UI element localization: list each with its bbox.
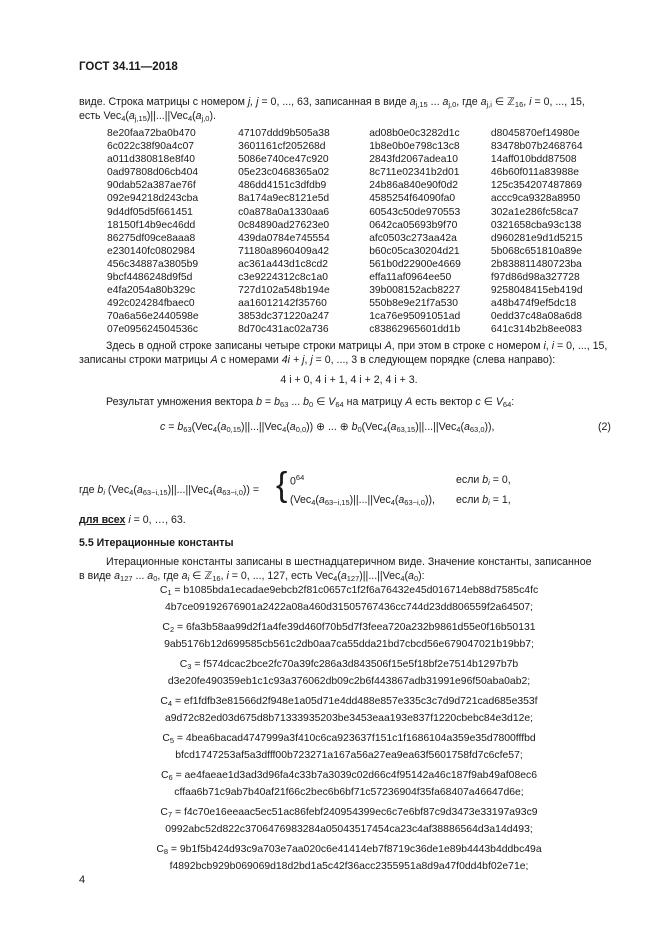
matrix-cell: 8e20faa72ba0b470 bbox=[107, 128, 196, 139]
case-1-condition: если $b_i = 0$, bbox=[456, 474, 511, 487]
matrix-cell: accc9ca9328a8950 bbox=[490, 193, 581, 205]
matrix-cell: 83478b07b2468764 bbox=[490, 141, 583, 153]
matrix-cell: 46b60f011a83988e bbox=[490, 167, 579, 179]
constant-name: C bbox=[160, 807, 168, 818]
matrix-cell: 2843fd2067adea10 bbox=[369, 154, 458, 166]
constant-name: C bbox=[159, 585, 168, 596]
matrix-cell: c83862965601dd1b bbox=[369, 324, 461, 336]
matrix-row bbox=[107, 219, 622, 232]
matrix-row bbox=[107, 271, 622, 284]
constant-name: C bbox=[162, 733, 170, 744]
matrix-row bbox=[107, 179, 622, 192]
constant-entry bbox=[79, 583, 619, 615]
constant-index: 3 bbox=[187, 662, 192, 671]
constant-line-1 bbox=[79, 694, 619, 711]
formula-number: (2) bbox=[598, 421, 611, 433]
matrix-cell: 90dab52a387ae76f bbox=[107, 180, 196, 192]
constant-value-part-2: 4b7ce09192676901a2422a08a460d31505767436cc744d23dd806559f2a64507; bbox=[164, 602, 534, 613]
matrix-cell: 47107ddd9b505a38 bbox=[238, 128, 330, 139]
constant-line-1 bbox=[79, 805, 619, 822]
matrix-cell: 0642ca05693b9f70 bbox=[369, 219, 458, 231]
matrix-row bbox=[107, 323, 622, 336]
constant-value-part-2: 0992abc52d822c3706476983284a05043517454ca23c4af38886564d3a14d493; bbox=[165, 824, 533, 835]
matrix-cell: 439da0784e745554 bbox=[238, 232, 330, 244]
matrix-row bbox=[107, 245, 622, 258]
matrix-row bbox=[107, 153, 622, 166]
constant-index: 6 bbox=[168, 773, 173, 782]
constant-value-part-1: = ef1fdfb3e81566d2f948e1a05d71e4dd488e857e335c3c7d9d721cad685e353f bbox=[172, 696, 538, 707]
matrix-cell: ad08b0e0c3282d1c bbox=[369, 128, 460, 139]
matrix-cell: 8c711e02341b2d01 bbox=[369, 167, 460, 179]
matrix-cell: 71180a8960409a42 bbox=[238, 245, 329, 257]
constant-entry bbox=[79, 805, 619, 837]
matrix-cell: 3853dc371220a247 bbox=[238, 311, 330, 323]
matrix-row bbox=[107, 310, 622, 323]
page-number: 4 bbox=[79, 874, 86, 886]
matrix-row bbox=[107, 192, 622, 205]
constant-value-part-2: bfcd1747253af5a3dfff00b723271a167a56a27ea9ea63f5601758fd7c6cfe57; bbox=[175, 750, 523, 761]
matrix-cell: 18150f14b9ec46dd bbox=[107, 219, 196, 231]
matrix-cell: 60543c50de970553 bbox=[369, 206, 461, 218]
matrix-row bbox=[107, 232, 622, 245]
matrix-cell: 39b008152acb8227 bbox=[369, 285, 461, 297]
matrix-cell: 8a174a9ec8121e5d bbox=[238, 193, 330, 205]
matrix-row bbox=[107, 284, 622, 297]
matrix-cell: 86275df09ce8aaa8 bbox=[107, 232, 196, 244]
matrix-cell: 24b86a840e90f0d2 bbox=[369, 180, 458, 192]
constant-value-part-2: a9d72c82ed03d675d8b71333935203be3453eaa193e837f1220cbebc84e3d12e; bbox=[164, 713, 534, 724]
matrix-row bbox=[107, 166, 622, 179]
matrix-cell: 641c314b2b8ee083 bbox=[490, 324, 582, 336]
matrix-cell: 550b8e9e21f7a530 bbox=[369, 298, 458, 310]
constant-entry bbox=[79, 620, 619, 652]
constant-entry bbox=[79, 768, 619, 800]
constant-index: 4 bbox=[167, 699, 173, 708]
case-2-value: $(Vec_4(a_{63-i,15})||...||Vec_4(a_{63-i,0}))$, bbox=[290, 494, 435, 507]
constant-value-part-2: cffaa6b71c9ab7b40af21f66c2bec6b6bf71c57236904f35fa68407a46647d6e; bbox=[174, 787, 524, 798]
constants-intro: Итерационные константы записаны в шестнадцатеричном виде. Значение константы, записанное bbox=[106, 556, 592, 568]
matrix-cell: 561b0d22900e4669 bbox=[369, 258, 461, 270]
matrix-cell: e4fa2054a80b329c bbox=[107, 285, 196, 297]
matrix-cell: 8d70c431ac02a736 bbox=[238, 324, 329, 336]
matrix-cell: 0ad97808d06cb404 bbox=[107, 167, 199, 179]
matrix-row bbox=[107, 297, 622, 310]
constant-value-part-1: = 6fa3b58aa99d2f1a4fe39d460f70b5d7f3feea720a232b9861d55e0f16b50131 bbox=[174, 622, 536, 633]
page-header: ГОСТ 34.11—2018 bbox=[79, 61, 178, 73]
constant-index: 1 bbox=[167, 588, 172, 597]
where-lhs: где $b_i$ $(Vec_4(a_{63-i,15})||...||Vec_4(a_{63-i,0}))$ = bbox=[79, 484, 260, 497]
matrix-cell: c3e9224312c8c1a0 bbox=[238, 272, 328, 284]
matrix-cell: a48b474f9ef5dc18 bbox=[490, 298, 577, 310]
matrix-cell: 727d102a548b194e bbox=[238, 285, 330, 297]
matrix-cell: 6c022c38f90a4c07 bbox=[107, 141, 195, 153]
matrix-row bbox=[107, 140, 622, 153]
matrix-cell: 0edd37c48a08a6d8 bbox=[490, 311, 582, 323]
constant-entry bbox=[79, 731, 619, 763]
matrix-cell: c0a878a0a1330aa6 bbox=[238, 206, 330, 218]
intro-line-1: виде. Строка матрицы с номером j, j = 0, ..., 63, записанная в виде $a_{j,15}$ ... $a_{j,0}$, где $a_{j,i}$ ∈ ℤ$_{16}$, i = 0, ..., 15, bbox=[79, 96, 585, 109]
constant-name: C bbox=[156, 844, 164, 855]
matrix-cell: 5b068c651810a89e bbox=[490, 245, 582, 257]
matrix-cell: 0c84890ad27623e0 bbox=[238, 219, 330, 231]
matrix-cell: 456c34887a3805b9 bbox=[107, 258, 199, 270]
matrix-cell: 4585254f64090fa0 bbox=[369, 193, 456, 205]
product-paragraph: Результат умножения вектора $b = b_{63}$ ... $b_0$ ∈ $V_{64}$ на матрицу A есть вектор c ∈ $V_{64}$: bbox=[106, 396, 515, 409]
section-title: 5.5 Итерационные константы bbox=[79, 537, 234, 549]
constant-entry bbox=[79, 694, 619, 726]
matrix-cell: 092e94218d243cba bbox=[107, 193, 199, 205]
constant-line-1 bbox=[79, 620, 619, 637]
constant-name: C bbox=[179, 659, 188, 670]
forall-line: для всех i = 0, …, 63. bbox=[79, 514, 186, 526]
case-1-value: $0^{64}$ bbox=[290, 473, 305, 488]
case-2-condition: если $b_i = 1$, bbox=[456, 494, 511, 507]
matrix-cell: 9bcf4486248d9f5d bbox=[107, 272, 193, 284]
intro-line-2: есть $Vec_4(a_{j,15})||...||Vec_4(a_{j,0})$. bbox=[79, 109, 216, 123]
constant-value-part-1: = b1085bda1ecadae9ebcb2f81c0657c1f2f6a76432e45d016714eb88d7585c4fc bbox=[171, 585, 539, 596]
matrix-cell: 0321658cba93c138 bbox=[490, 219, 582, 231]
matrix-cell: 07e095624504536c bbox=[107, 324, 199, 336]
constant-name: C bbox=[161, 770, 169, 781]
constant-name: C bbox=[162, 622, 170, 633]
matrix-row bbox=[107, 206, 622, 219]
constant-index: 2 bbox=[169, 625, 175, 634]
matrix-cell: 9d4df05d5f661451 bbox=[107, 206, 193, 218]
formula-2: $c = b_{63}(Vec_4(a_{0,15})||...||Vec_4(a_{0,0}))$ ⊕ ... ⊕ $b_0(Vec_4(a_{63,15})||...||Vec_4(a_{63,0}))$, bbox=[160, 421, 495, 434]
constant-value-part-2: d3e20fe490359eb1c1c93a376062db09c2b6f443867adb31991e96f50aba0ab2; bbox=[167, 676, 531, 687]
matrix-cell: 14aff010bdd87508 bbox=[490, 154, 577, 166]
constant-value-part-1: = 9b1f5b424d93c9a703e7aa020c6e41414eb7f8719c36de1e89b4443b4ddbc49a bbox=[168, 844, 542, 855]
intro-paragraph bbox=[79, 96, 619, 124]
constants-list bbox=[79, 583, 619, 879]
matrix-cell: 486dd4151c3dfdb9 bbox=[238, 180, 327, 192]
matrix-cell: f97d86d98a327728 bbox=[490, 272, 580, 284]
matrix-row bbox=[107, 127, 622, 140]
matrix-cell: d960281e9d1d5215 bbox=[490, 232, 583, 244]
constant-entry bbox=[79, 842, 619, 874]
constant-value-part-1: = f4c70e16eeaac5ec51ac86febf240954399ec6c7e6bf87c9d3473e33197a93c9 bbox=[172, 807, 538, 818]
constant-value-part-1: = ae4faeae1d3ad3d96fa4c33b7a3039c02d66c4f95142a46c187f9ab49af08ec6 bbox=[172, 770, 537, 781]
cases-brace: { bbox=[276, 466, 288, 504]
matrix-cell: 1b8e0b0e798c13c8 bbox=[369, 141, 460, 153]
matrix-cell: 492c024284fbaec0 bbox=[107, 298, 195, 310]
constants-intro-line-2: в виде $a_{127}$ ... $a_0$, где $a_i$ ∈ ℤ$_{16}$, i = 0, ..., 127, есть $Vec_4(a_{127})||...||Vec_4(a_0)$: bbox=[79, 570, 425, 583]
matrix-cell: d8045870ef14980e bbox=[490, 128, 580, 139]
constant-entry bbox=[79, 657, 619, 689]
matrix-cell: aa16012142f35760 bbox=[238, 298, 327, 310]
constant-value-part-1: = f574dcac2bce2fc70a39fc286a3d843506f15e5f18bf2e7514b1297b7b bbox=[191, 659, 519, 670]
constant-index: 5 bbox=[169, 736, 175, 745]
order-paragraph: Здесь в одной строке записаны четыре строки матрицы A, при этом в строке с номером i, i = 0, ..., 15, bbox=[106, 340, 608, 352]
order-paragraph-line-2: записаны строки матрицы A с номерами 4i + j, j = 0, ..., 3 в следующем порядке (слева направо): bbox=[79, 354, 556, 366]
constant-line-1 bbox=[79, 583, 619, 600]
matrix-cell: 3601161cf205268d bbox=[238, 141, 326, 153]
order-line: 4 i + 0, 4 i + 1, 4 i + 2, 4 i + 3. bbox=[280, 374, 418, 386]
constant-value-part-1: = 4bea6bacad4747999a3f410c6ca923637f151c1f1686104a359e35d7800fffbd bbox=[174, 733, 536, 744]
matrix-cell: 1ca76e95091051ad bbox=[369, 311, 461, 323]
matrix-cell: afc0503c273aa42a bbox=[369, 232, 457, 244]
matrix-table bbox=[107, 127, 622, 337]
matrix-cell: 05e23c0468365a02 bbox=[238, 167, 330, 179]
matrix-cell: e230140fc0802984 bbox=[107, 245, 196, 257]
constant-index: 7 bbox=[167, 810, 173, 819]
constant-value-part-2: f4892bcb929b069069d18d2bd1a5c42f36acc2355951a8d9a47f0dd4bf02e71e; bbox=[169, 861, 529, 872]
constant-line-1 bbox=[79, 657, 619, 674]
matrix-cell: a011d380818e8f40 bbox=[107, 154, 195, 166]
matrix-cell: ac361a443d1c8cd2 bbox=[238, 258, 328, 270]
matrix-cell: 5086e740ce47c920 bbox=[238, 154, 329, 166]
matrix-cell: 125c354207487869 bbox=[490, 180, 582, 192]
matrix-cell: 302a1e286fc58ca7 bbox=[490, 206, 579, 218]
constant-index: 8 bbox=[163, 847, 169, 856]
constant-line-1 bbox=[79, 768, 619, 785]
matrix-cell: 70a6a56e2440598e bbox=[107, 311, 199, 323]
matrix-cell: b60c05ca30204d21 bbox=[369, 245, 460, 257]
matrix-cell: 2b838811480723ba bbox=[490, 258, 582, 270]
matrix-cell: effa11af0964ee50 bbox=[369, 272, 452, 284]
matrix-row bbox=[107, 258, 622, 271]
matrix-cell: 9258048415eb419d bbox=[490, 285, 583, 297]
constant-line-1 bbox=[79, 842, 619, 859]
constant-name: C bbox=[160, 696, 168, 707]
constant-value-part-2: 9ab5176b12d699585cb561c2db0aa7ca55dda21bd7cbcd56e679047021b19bb7; bbox=[164, 639, 534, 650]
constant-line-1 bbox=[79, 731, 619, 748]
